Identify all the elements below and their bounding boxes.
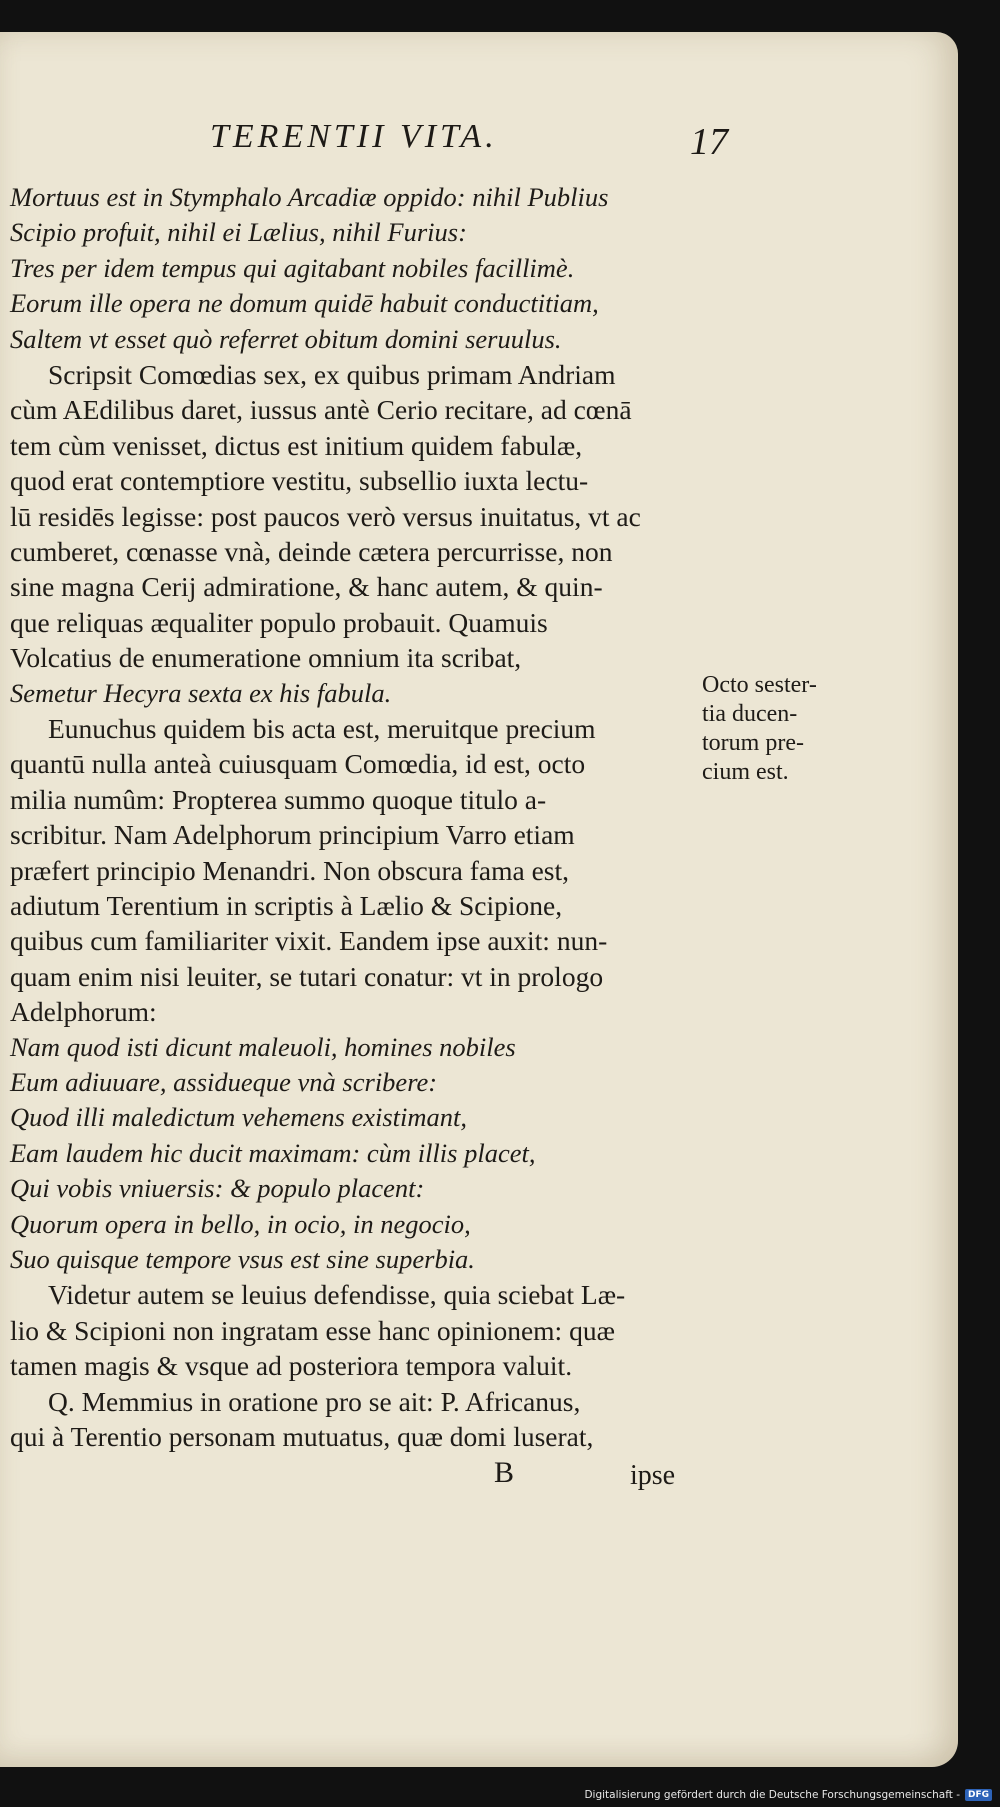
text-line: cumberet, cœnasse vnà, deinde cætera percurrisse, non: [10, 536, 613, 567]
text-line: Scripsit Comœdias sex, ex quibus primam Andriam: [48, 359, 616, 390]
text-line: Suo quisque tempore vsus est sine superbia.: [10, 1244, 475, 1274]
text-line: cùm AEdilibus daret, iussus antè Cerio recitare, ad cœnā: [10, 394, 632, 426]
text-line: Quorum opera in bello, in ocio, in negocio,: [10, 1208, 471, 1239]
text-line: tem cùm venisset, dictus est initium quidem fabulæ,: [10, 429, 583, 461]
text-line: lū residēs legisse: post paucos verò versus inuitatus, vt ac: [10, 500, 641, 532]
text-line: Eum adiuuare, assidueque vnà scribere:: [10, 1067, 438, 1097]
credit-text: Digitalisierung gefördert durch die Deutsche Forschungsgemeinschaft -: [584, 1789, 960, 1801]
text-line: Mortuus est in Stymphalo Arcadiæ oppido: nihil Publius: [10, 182, 609, 212]
text-line: Videtur autem se leuius defendisse, quia sciebat Læ-: [48, 1279, 626, 1311]
text-line: milia numûm: Propterea summo quoque titulo a-: [10, 783, 547, 815]
text-line: Nam quod isti dicunt maleuoli, homines nobiles: [10, 1031, 516, 1062]
text-line: Saltem vt esset quò referret obitum domini seruulus.: [10, 323, 562, 354]
text-line: tamen magis & vsque ad posteriora tempora valuit.: [10, 1350, 573, 1382]
text-line: Tres per idem tempus qui agitabant nobiles facillimè.: [10, 252, 575, 283]
running-title: TERENTII VITA.: [210, 118, 498, 155]
text-line: quam enim nisi leuiter, se tutari conatur: vt in prologo: [10, 960, 604, 992]
margin-note-line: cium est.: [702, 759, 789, 785]
text-line: Scipio profuit, nihil ei Lælius, nihil Furius:: [10, 217, 467, 248]
page-number: 17: [690, 121, 728, 163]
text-line: quibus cum familiariter vixit. Eandem ipse auxit: nun-: [10, 925, 608, 957]
text-line: quod erat contemptiore vestitu, subsellio iuxta lectu-: [10, 465, 589, 497]
text-line: qui à Terentio personam mutuatus, quæ domi luserat,: [10, 1421, 594, 1452]
catchword: ipse: [630, 1460, 676, 1491]
text-line: scribitur. Nam Adelphorum principium Varro etiam: [10, 819, 575, 851]
text-line: Qui vobis vniuersis: & populo placent:: [10, 1173, 425, 1204]
text-line: quantū nulla anteà cuiusquam Comœdia, id est, octo: [10, 748, 586, 780]
footer-credit: [584, 1789, 992, 1801]
text-line: sine magna Cerij admiratione, & hanc autem, & quin-: [10, 571, 603, 603]
text-line: Eam laudem hic ducit maximam: cùm illis placet,: [10, 1137, 536, 1168]
text-line: Q. Memmius in oratione pro se ait: P. Africanus,: [48, 1385, 581, 1417]
margin-note-line: torum pre-: [702, 730, 804, 756]
book-page: [0, 32, 958, 1767]
text-line: Eunuchus quidem bis acta est, meruitque precium: [48, 713, 596, 744]
text-line: lio & Scipioni non ingratam esse hanc opinionem: quæ: [10, 1314, 615, 1346]
dfg-logo-icon: DFG: [965, 1789, 992, 1801]
text-line: Semetur Hecyra sexta ex his fabula.: [10, 677, 392, 708]
signature-mark: B: [494, 1456, 515, 1489]
text-line: que reliquas æqualiter populo probauit. Quamuis: [10, 606, 548, 638]
text-line: Eorum ille opera ne domum quidē habuit conductitiam,: [10, 288, 599, 319]
text-line: Adelphorum:: [10, 996, 157, 1028]
text-line: præfert principio Menandri. Non obscura fama est,: [10, 854, 569, 886]
text-line: adiutum Terentium in scriptis à Lælio & Scipione,: [10, 890, 563, 921]
text-line: Quod illi maledictum vehemens existimant,: [10, 1102, 468, 1133]
text-line: Volcatius de enumeratione omnium ita scribat,: [10, 642, 522, 674]
margin-note-line: tia ducen-: [702, 701, 798, 727]
margin-note-line: Octo sester-: [702, 672, 817, 698]
